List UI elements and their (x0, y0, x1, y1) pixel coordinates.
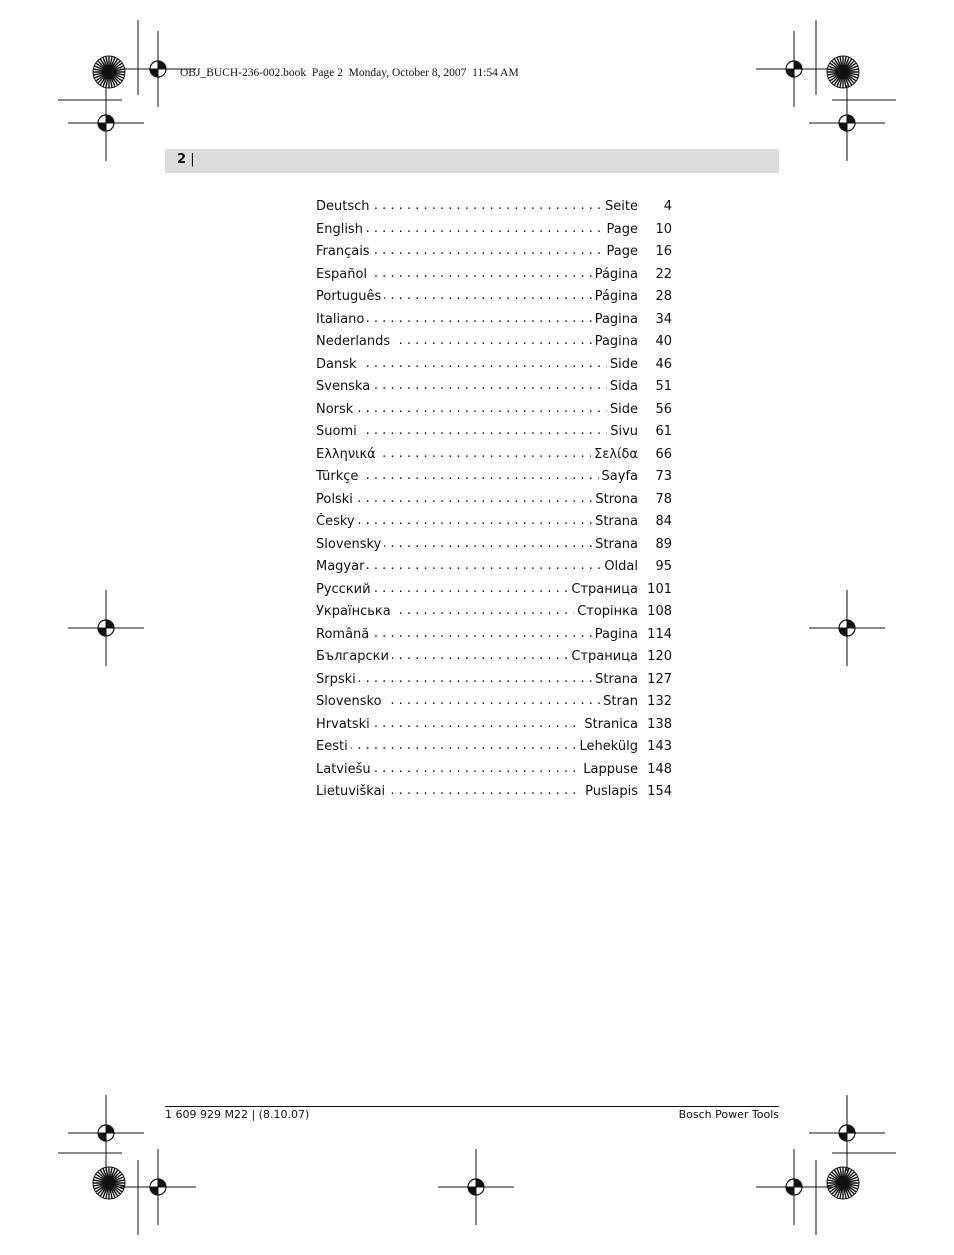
toc-entry (316, 556, 672, 579)
toc-page-word: Página (592, 266, 638, 284)
toc-language: . . . Suomi (316, 423, 360, 441)
toc-language: . . . Türkçe (316, 468, 361, 486)
toc-language: . . . Български (316, 648, 392, 666)
toc-leader (316, 716, 638, 734)
toc-page-word: Сторінка (574, 603, 638, 621)
toc-page-number: 138 (647, 716, 672, 732)
toc-entry (316, 286, 672, 309)
toc-page-word: Side (607, 356, 638, 374)
toc-leader (316, 581, 638, 599)
toc-page-number: 148 (647, 761, 672, 777)
toc-leader (316, 243, 638, 261)
toc-leader (316, 446, 638, 464)
toc-page-number: 4 (663, 199, 672, 215)
toc-leader (316, 693, 638, 711)
toc-page-number: 95 (655, 559, 672, 575)
toc-language: . . . Norsk (316, 401, 356, 419)
toc-entry (316, 376, 672, 399)
page-number: 2 | (177, 152, 195, 167)
toc-page-number: 114 (647, 626, 672, 642)
toc-leader (316, 221, 638, 239)
toc-page-word: Lappuse (580, 761, 638, 779)
toc-page-word: Seite (602, 198, 638, 216)
toc-entry (316, 399, 672, 422)
toc-language: . . . Magyar (316, 558, 367, 576)
toc-entry (316, 196, 672, 219)
toc-leader (316, 311, 638, 329)
toc-entry (316, 444, 672, 467)
toc-language: . . . Русский (316, 581, 374, 599)
toc-leader (316, 513, 638, 531)
toc-entry (316, 646, 672, 669)
toc-page-word: Strona (592, 491, 638, 509)
toc-page-number: 40 (655, 334, 672, 350)
toc-language: . . . Lietuviškai (316, 783, 388, 801)
table-of-contents (316, 196, 672, 804)
footer-part-number: 1 609 929 M22 | (8.10.07) (165, 1108, 310, 1121)
toc-entry (316, 264, 672, 287)
toc-leader (316, 783, 638, 801)
toc-entry (316, 511, 672, 534)
toc-page-word: Lehekülg (577, 738, 638, 756)
toc-entry (316, 219, 672, 242)
toc-language: . . . English (316, 221, 366, 239)
toc-leader (316, 738, 638, 756)
toc-entry (316, 669, 672, 692)
footer-rule (165, 1106, 779, 1107)
toc-language: . . . Français (316, 243, 373, 261)
toc-page-number: 73 (655, 469, 672, 485)
toc-page-word: Oldal (601, 558, 638, 576)
toc-page-number: 143 (647, 739, 672, 755)
toc-entry (316, 601, 672, 624)
toc-page-word: Stranica (581, 716, 638, 734)
toc-entry (316, 781, 672, 804)
print-slug: OBJ_BUCH-236-002.book Page 2 Monday, October 8, 2007 11:54 AM (180, 67, 519, 79)
toc-page-word: Strana (592, 513, 638, 531)
toc-entry (316, 579, 672, 602)
toc-page-word: Strana (592, 671, 638, 689)
page-header-bar (165, 149, 779, 173)
toc-page-word: Pagina (592, 626, 638, 644)
toc-language: . . . Ελληνικά (316, 446, 379, 464)
toc-page-number: 78 (655, 491, 672, 507)
toc-page-number: 154 (647, 784, 672, 800)
toc-page-word: Страница (568, 581, 638, 599)
toc-language: . . . Slovensko (316, 693, 385, 711)
toc-page-number: 101 (647, 581, 672, 597)
toc-page-word: Stran (600, 693, 638, 711)
toc-language: . . . Italiano (316, 311, 367, 329)
toc-language: . . . Deutsch (316, 198, 373, 216)
toc-leader (316, 603, 638, 621)
toc-language: . . . Español (316, 266, 370, 284)
toc-page-number: 10 (655, 221, 672, 237)
toc-page-number: 89 (655, 536, 672, 552)
toc-entry (316, 309, 672, 332)
toc-leader (316, 333, 638, 351)
toc-entry (316, 421, 672, 444)
toc-language: . . . Dansk (316, 356, 360, 374)
toc-leader (316, 648, 638, 666)
toc-page-number: 28 (655, 289, 672, 305)
toc-entry (316, 534, 672, 557)
toc-leader (316, 378, 638, 396)
toc-entry (316, 354, 672, 377)
toc-leader (316, 356, 638, 374)
toc-entry (316, 759, 672, 782)
toc-page-number: 108 (647, 604, 672, 620)
toc-leader (316, 198, 638, 216)
toc-entry (316, 331, 672, 354)
toc-page-number: 120 (647, 649, 672, 665)
toc-leader (316, 468, 638, 486)
toc-entry (316, 466, 672, 489)
toc-page-word: Pagina (592, 311, 638, 329)
toc-language: . . . Hrvatski (316, 716, 373, 734)
toc-language: . . . Eesti (316, 738, 351, 756)
toc-leader (316, 671, 638, 689)
toc-page-number: 66 (655, 446, 672, 462)
toc-page-word: Strana (592, 536, 638, 554)
toc-leader (316, 288, 638, 306)
toc-language: . . . Srpski (316, 671, 359, 689)
toc-entry (316, 736, 672, 759)
toc-page-word: Page (604, 243, 638, 261)
toc-language: . . . Português (316, 288, 384, 306)
toc-language: . . . Česky (316, 513, 358, 531)
toc-language: . . . Svenska (316, 378, 373, 396)
footer-brand: Bosch Power Tools (678, 1108, 779, 1121)
toc-page-word: Sivu (607, 423, 638, 441)
toc-page-number: 56 (655, 401, 672, 417)
toc-language: . . . Slovensky (316, 536, 384, 554)
toc-leader (316, 401, 638, 419)
toc-leader (316, 491, 638, 509)
toc-page-word: Page (604, 221, 638, 239)
toc-entry (316, 691, 672, 714)
toc-page-word: Σελίδα (591, 446, 638, 464)
toc-page-number: 132 (647, 694, 672, 710)
toc-page-word: Sayfa (599, 468, 638, 486)
toc-leader (316, 423, 638, 441)
toc-page-word: Sida (607, 378, 638, 396)
toc-page-number: 61 (655, 424, 672, 440)
toc-leader (316, 536, 638, 554)
toc-leader (316, 761, 638, 779)
toc-language: . . . Українська (316, 603, 394, 621)
toc-page-number: 22 (655, 266, 672, 282)
toc-page-number: 16 (655, 244, 672, 260)
toc-page-word: Side (607, 401, 638, 419)
toc-page-word: Puslapis (582, 783, 638, 801)
toc-leader (316, 558, 638, 576)
toc-page-number: 34 (655, 311, 672, 327)
toc-language: . . . Polski (316, 491, 356, 509)
toc-page-word: Страница (568, 648, 638, 666)
toc-leader (316, 626, 638, 644)
toc-language: . . . Română (316, 626, 372, 644)
toc-page-word: Pagina (592, 333, 638, 351)
toc-entry (316, 489, 672, 512)
toc-language: . . . Latviešu (316, 761, 374, 779)
toc-entry (316, 241, 672, 264)
toc-page-number: 84 (655, 514, 672, 530)
toc-page-number: 127 (647, 671, 672, 687)
toc-page-number: 51 (655, 379, 672, 395)
toc-entry (316, 714, 672, 737)
toc-page-word: Página (592, 288, 638, 306)
toc-page-number: 46 (655, 356, 672, 372)
toc-language: . . . Nederlands (316, 333, 393, 351)
toc-entry (316, 624, 672, 647)
toc-leader (316, 266, 638, 284)
